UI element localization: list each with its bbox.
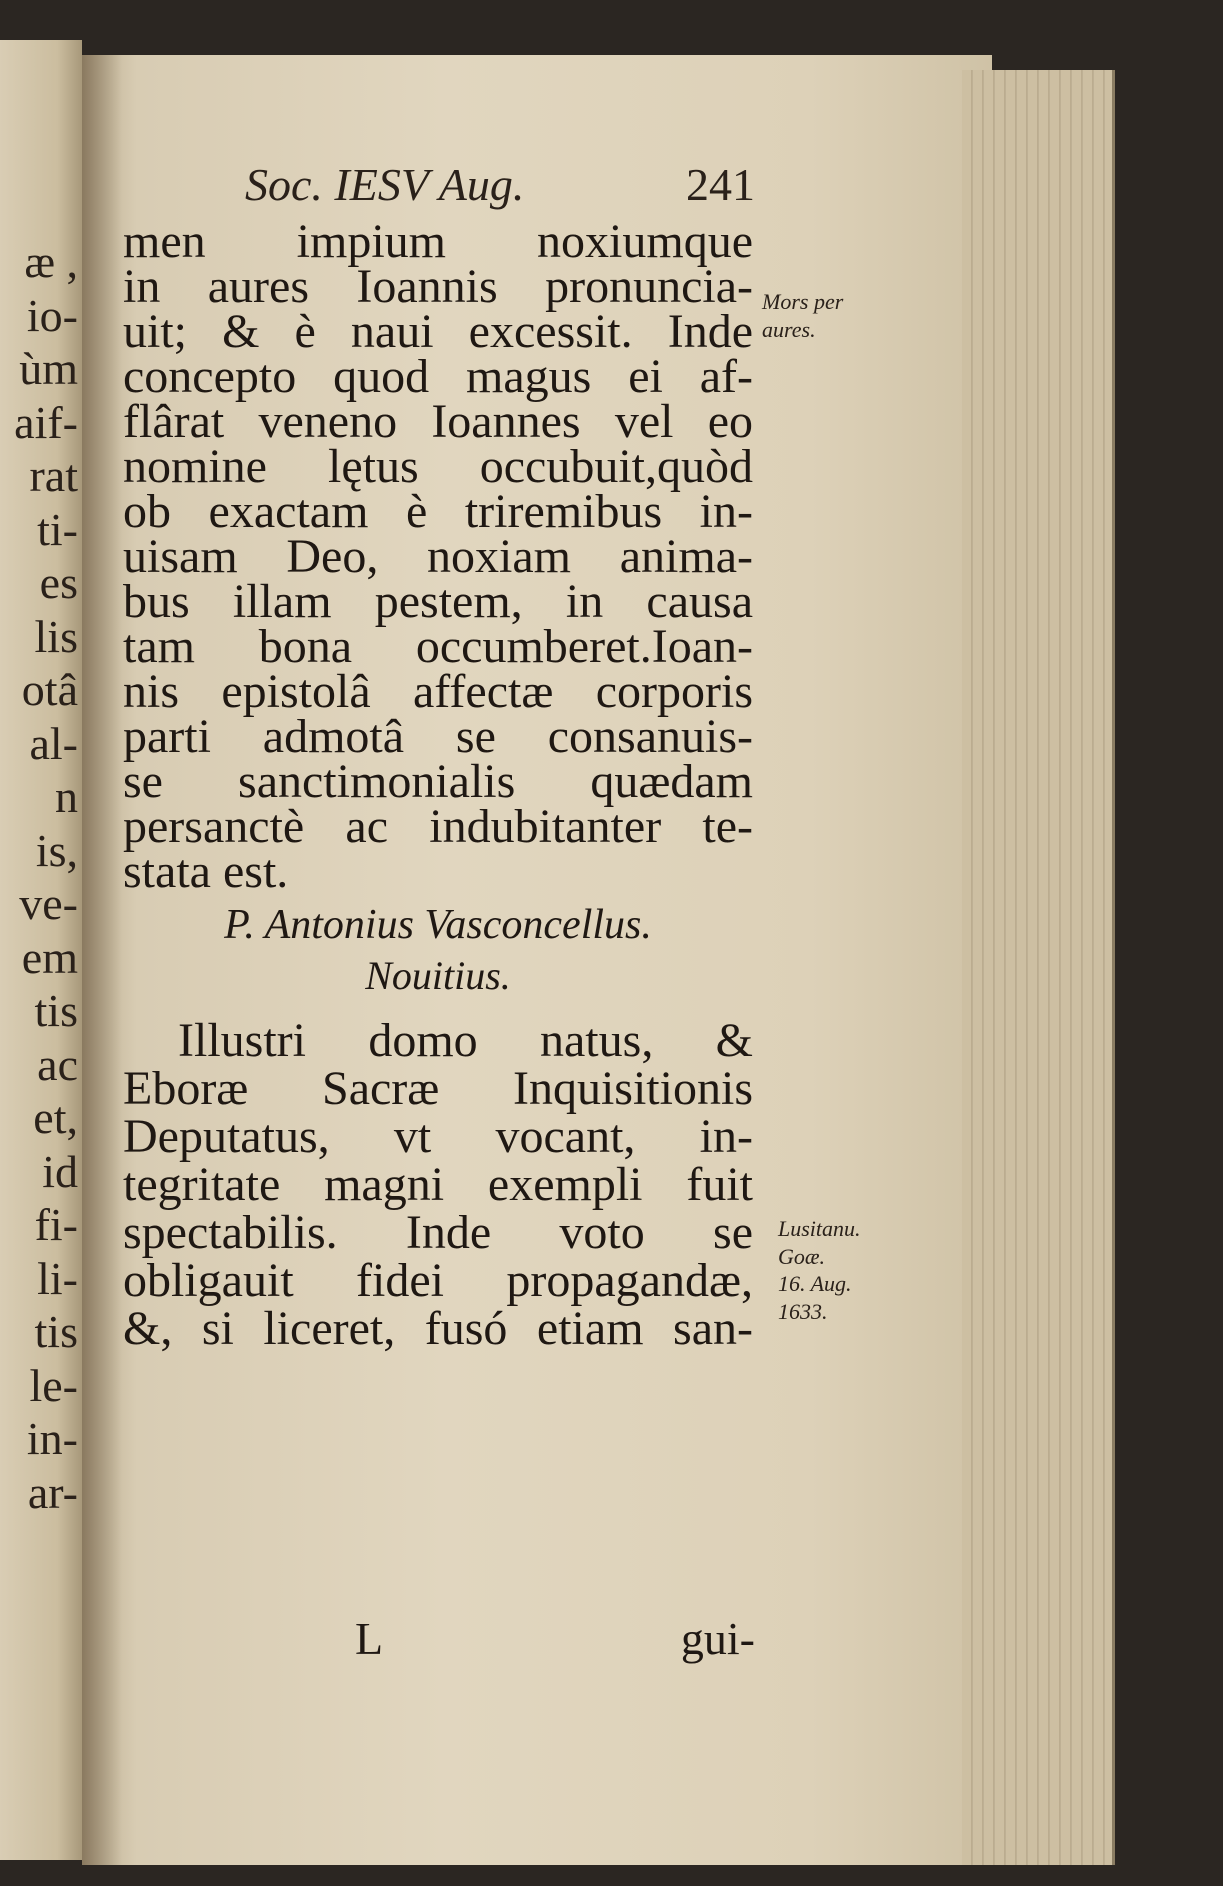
text-line: &, si liceret, fusó etiam san- xyxy=(123,1302,753,1355)
margin-note-lusitanus xyxy=(778,1215,861,1325)
facing-page-text-fragment: le- xyxy=(29,1359,78,1411)
facing-page-text-fragment: ac xyxy=(37,1038,78,1090)
text-line: uit; & è naui excessit. Inde xyxy=(123,305,753,358)
text-line: uisam Deo, noxiam anima- xyxy=(123,530,753,583)
facing-page-fragment xyxy=(0,40,82,1860)
text-line: spectabilis. Inde voto se xyxy=(123,1206,753,1259)
text-line: ob exactam è triremibus in- xyxy=(123,485,753,538)
text-line: Deputatus, vt vocant, in- xyxy=(123,1110,753,1163)
text-line: concepto quod magus ei af- xyxy=(123,350,753,403)
facing-page-text-fragment: otâ xyxy=(21,664,78,715)
text-line: tegritate magni exempli fuit xyxy=(123,1158,753,1211)
text-line: stata est. xyxy=(123,845,289,898)
facing-page-text-fragment: aif- xyxy=(14,396,78,448)
facing-page-text-fragment: li- xyxy=(37,1252,78,1304)
facing-page-text-fragment: ti- xyxy=(37,503,78,555)
margin-note-mors xyxy=(762,288,843,343)
text-line: men impium noxiumque xyxy=(123,215,753,268)
facing-page-text-fragment: in- xyxy=(26,1413,78,1464)
text-line: nomine lętus occubuit,quòd xyxy=(123,440,753,493)
text-line: bus illam pestem, in causa xyxy=(123,575,753,628)
margin-note-line: 1633. xyxy=(778,1298,828,1324)
section-heading: P. Antonius Vasconcellus. xyxy=(224,902,652,948)
signature-mark: L xyxy=(355,1613,384,1664)
facing-page-text-fragment: tis xyxy=(34,1306,78,1357)
text-line: persanctè ac indubitanter te- xyxy=(123,800,753,853)
facing-page-text-fragment: ar- xyxy=(27,1466,78,1518)
facing-page-text-fragment: æ , xyxy=(24,236,78,287)
running-title: Soc. IESV Aug. xyxy=(245,159,525,210)
facing-page-text-fragment: al- xyxy=(29,717,78,769)
text-line: in aures Ioannis pronuncia- xyxy=(123,260,753,313)
facing-page-text-fragment: is, xyxy=(35,824,78,876)
text-line: se sanctimonialis quædam xyxy=(123,755,753,808)
margin-note-line: aures. xyxy=(762,316,816,342)
text-line: Illustri domo natus, & xyxy=(178,1014,753,1067)
catchword: gui- xyxy=(680,1613,755,1664)
margin-note-line: 16. Aug. xyxy=(778,1271,852,1296)
text-line: Eboræ Sacræ Inquisitionis xyxy=(123,1062,753,1115)
facing-page-text-fragment: et, xyxy=(33,1092,78,1143)
text-line: tam bona occumberet.Ioan- xyxy=(123,620,753,673)
running-head xyxy=(245,158,755,211)
facing-page-text-fragment: io- xyxy=(26,289,78,341)
margin-note-line: Mors per xyxy=(762,289,844,314)
section-subheading: Nouitius. xyxy=(365,953,511,998)
text-line: obligauit fidei propagandæ, xyxy=(123,1254,753,1307)
facing-page-text-fragment: es xyxy=(39,557,78,608)
margin-note-line: Goæ. xyxy=(778,1243,826,1269)
facing-page-text-fragment: ve- xyxy=(19,878,78,929)
gutter-shadow xyxy=(82,55,122,1865)
facing-page-text-fragment: em xyxy=(21,931,78,983)
facing-page-text-fragment: rat xyxy=(29,450,78,501)
text-line: flârat veneno Ioannes vel eo xyxy=(123,395,753,448)
page-edges xyxy=(962,70,1115,1865)
facing-page-text-fragment: n xyxy=(55,771,78,822)
facing-page-text-fragment: tis xyxy=(34,985,78,1036)
text-line: parti admotâ se consanuis- xyxy=(123,710,753,763)
text-line: nis epistolâ affectæ corporis xyxy=(123,665,753,718)
facing-page-text-fragment: ùm xyxy=(19,343,78,394)
facing-page-text-fragment: lis xyxy=(34,610,78,662)
facing-page-text-fragment: fi- xyxy=(34,1199,78,1250)
facing-page-text-fragment: id xyxy=(42,1145,78,1197)
page-number: 241 xyxy=(686,159,755,210)
signature-line xyxy=(355,1612,755,1665)
margin-note-line: Lusitanu. xyxy=(778,1216,861,1241)
